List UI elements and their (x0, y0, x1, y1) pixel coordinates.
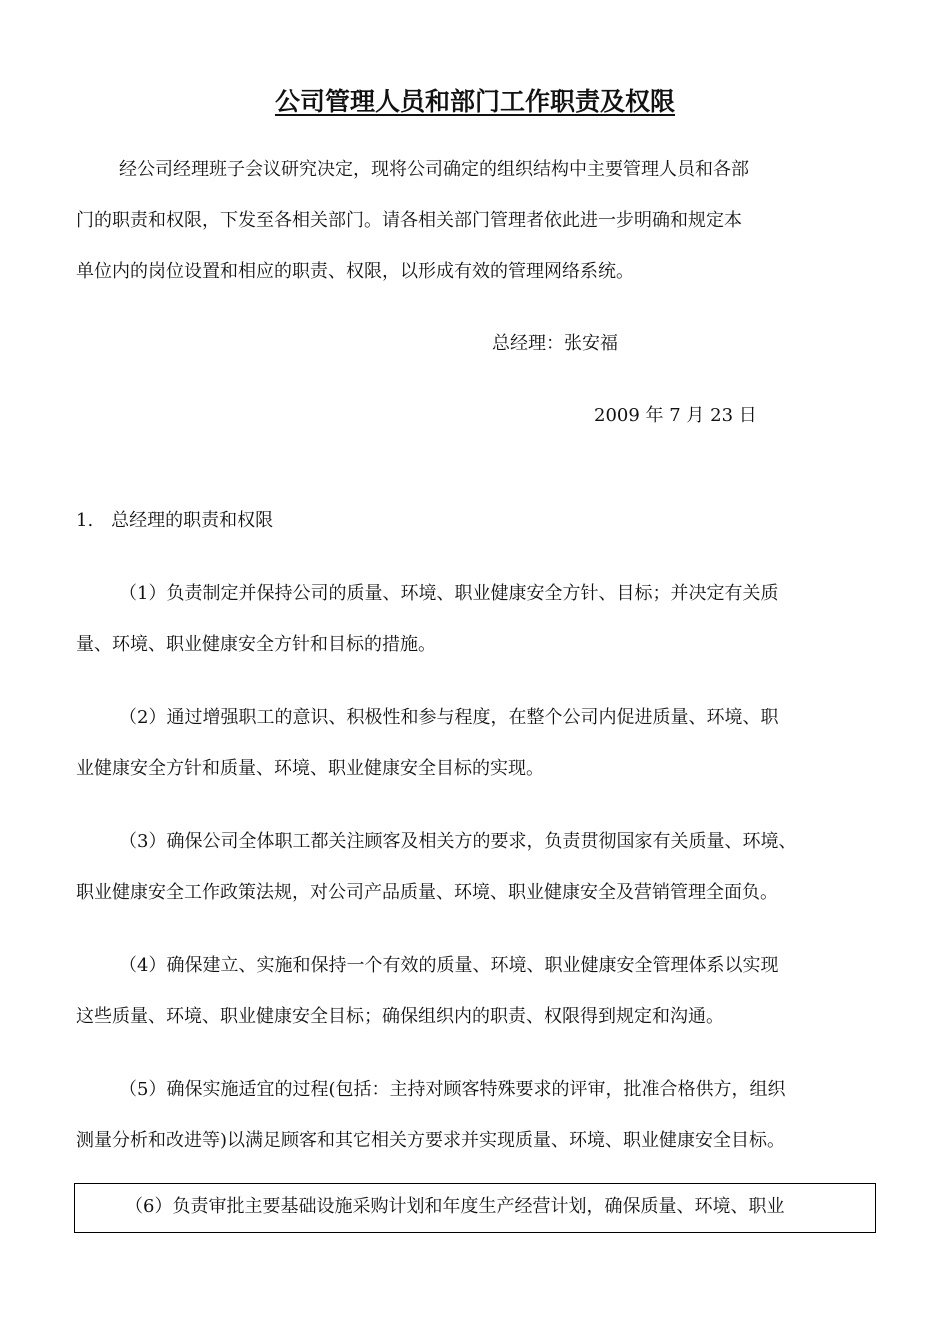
signature: 总经理：张安福 (492, 333, 618, 354)
date: 2009 年 7 月 23 日 (594, 405, 757, 426)
list-item-continuation: 这些质量、环境、职业健康安全目标；确保组织内的职责、权限得到规定和沟通。 (76, 1006, 724, 1027)
list-item: （1）负责制定并保持公司的质量、环境、职业健康安全方针、目标；并决定有关质 (119, 583, 779, 604)
list-item: （5）确保实施适宜的过程(包括：主持对顾客特殊要求的评审，批准合格供方，组织 (119, 1079, 786, 1100)
list-item-continuation: 量、环境、职业健康安全方针和目标的措施。 (76, 634, 436, 655)
list-item: （3）确保公司全体职工都关注顾客及相关方的要求，负责贯彻国家有关质量、环境、 (119, 831, 797, 852)
section-heading: 1. 总经理的职责和权限 (76, 510, 274, 531)
list-item: （6）负责审批主要基础设施采购计划和年度生产经营计划，确保质量、环境、职业 (125, 1196, 785, 1217)
list-item: （2）通过增强职工的意识、积极性和参与程度，在整个公司内促进质量、环境、职 (119, 707, 779, 728)
intro-line: 门的职责和权限，下发至各相关部门。请各相关部门管理者依此进一步明确和规定本 (76, 210, 742, 231)
list-item-continuation: 职业健康安全工作政策法规，对公司产品质量、环境、职业健康安全及营销管理全面负。 (76, 882, 778, 903)
intro-line: 单位内的岗位设置和相应的职责、权限，以形成有效的管理网络系统。 (76, 261, 634, 282)
list-item-continuation: 业健康安全方针和质量、环境、职业健康安全目标的实现。 (76, 758, 544, 779)
list-item: （4）确保建立、实施和保持一个有效的质量、环境、职业健康安全管理体系以实现 (119, 955, 779, 976)
boxed-paragraph (74, 1183, 876, 1233)
intro-line: 经公司经理班子会议研究决定，现将公司确定的组织结构中主要管理人员和各部 (119, 159, 749, 180)
list-item-continuation: 测量分析和改进等)以满足顾客和其它相关方要求并实现质量、环境、职业健康安全目标。 (76, 1130, 786, 1151)
document-title: 公司管理人员和部门工作职责及权限 (274, 87, 675, 116)
